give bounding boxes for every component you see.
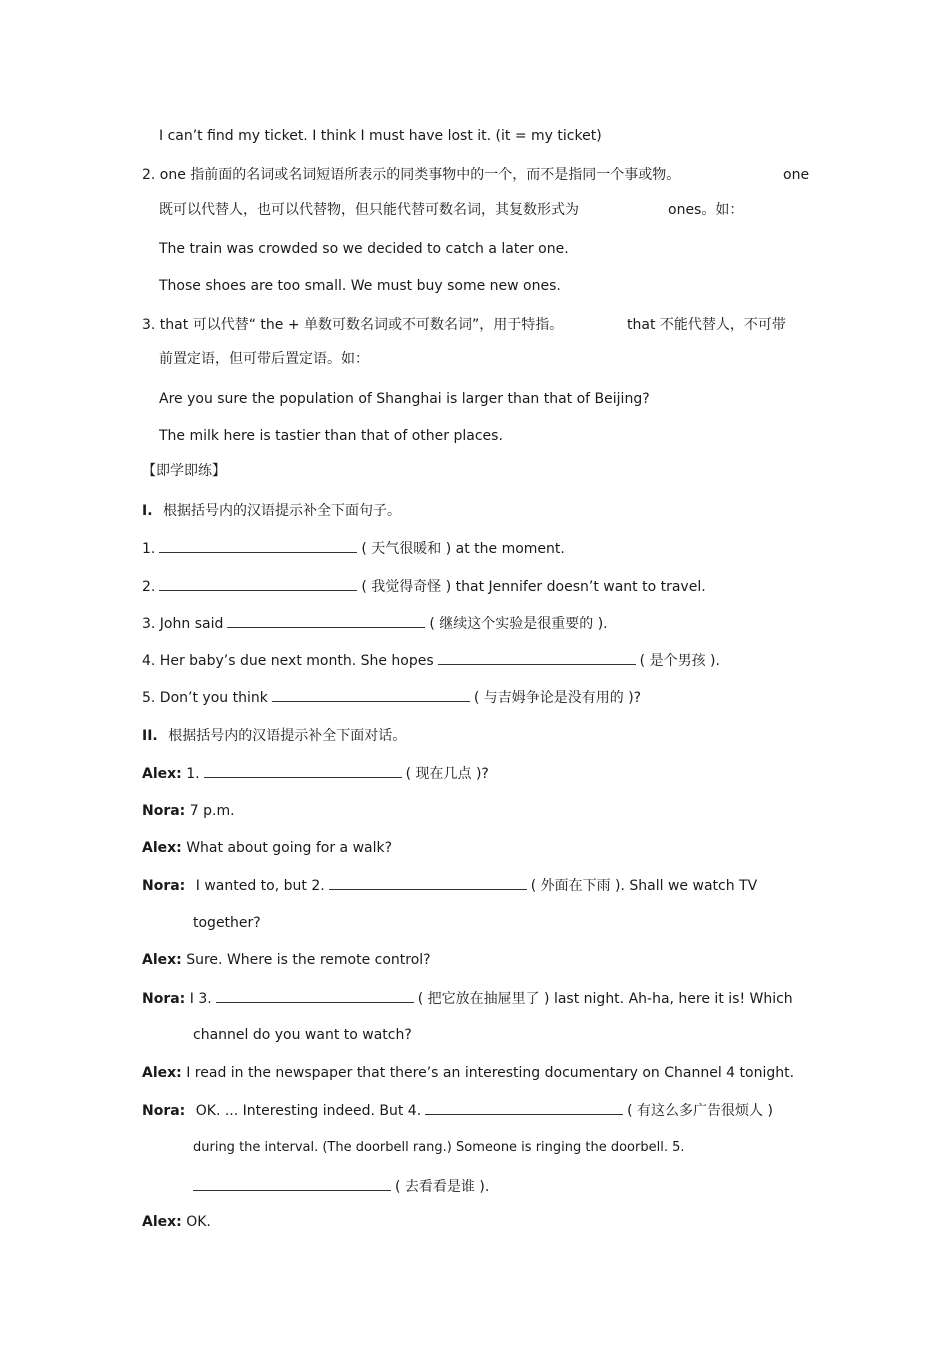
speaker-alex: Alex: bbox=[142, 1214, 182, 1230]
speaker-nora: Nora: bbox=[142, 1103, 186, 1119]
rule-3-line-2: 前置定语，但可带后置定语。如： bbox=[159, 351, 369, 367]
speaker-alex: Alex: bbox=[142, 1065, 182, 1081]
answer-blank[interactable] bbox=[159, 576, 357, 591]
example-line: The milk here is tastier than that of other places. bbox=[159, 428, 503, 444]
answer-blank[interactable] bbox=[216, 988, 414, 1003]
rule-2-line-2-end: ones。如： bbox=[668, 202, 744, 218]
dialogue-line-1: Alex: 1. ( 现在几点 )? bbox=[142, 763, 489, 784]
dialogue-line-4: Nora: I wanted to, but 2. ( 外面在下雨 ). Shall we watch TV bbox=[142, 875, 757, 896]
example-line: The train was crowded so we decided to catch a later one. bbox=[159, 241, 569, 257]
exercise-1-number: I. bbox=[142, 503, 153, 519]
answer-blank[interactable] bbox=[159, 538, 357, 553]
question-1: 1. ( 天气很暖和 ) at the moment. bbox=[142, 538, 565, 559]
dialogue-line-9: Alex: OK. bbox=[142, 1214, 211, 1230]
question-5: 5. Don’t you think ( 与吉姆争论是没有用的 )? bbox=[142, 687, 641, 708]
dialogue-line-6-cont: channel do you want to watch? bbox=[193, 1027, 412, 1043]
exercise-2-heading bbox=[142, 726, 406, 746]
dialogue-line-4-cont: together? bbox=[193, 915, 261, 931]
example-line: Those shoes are too small. We must buy some new ones. bbox=[159, 278, 561, 294]
speaker-alex: Alex: bbox=[142, 952, 182, 968]
rule-2-line-2: 既可以代替人，也可以代替物，但只能代替可数名词，其复数形式为 bbox=[159, 202, 579, 218]
dialogue-line-8-cont-2: ( 去看看是谁 ). bbox=[189, 1176, 489, 1197]
speaker-nora: Nora: bbox=[142, 878, 186, 894]
speaker-nora: Nora: bbox=[142, 803, 186, 819]
exercise-1-instruction: 根据括号内的汉语提示补全下面句子。 bbox=[162, 503, 401, 519]
dialogue-line-3: Alex: What about going for a walk? bbox=[142, 840, 393, 856]
answer-blank[interactable] bbox=[438, 650, 636, 665]
section-heading: 【即学即练】 bbox=[142, 463, 226, 479]
answer-blank[interactable] bbox=[425, 1100, 623, 1115]
example-line: Are you sure the population of Shanghai is larger than that of Beijing? bbox=[159, 391, 650, 407]
exercise-2-instruction: 根据括号内的汉语提示补全下面对话。 bbox=[168, 728, 407, 744]
exercise-2-number: II. bbox=[142, 728, 158, 744]
dialogue-line-2: Nora: 7 p.m. bbox=[142, 803, 235, 819]
dialogue-line-8: Nora: OK. ... Interesting indeed. But 4. ( 有这么多广告很烦人 ) bbox=[142, 1100, 773, 1121]
answer-blank[interactable] bbox=[329, 875, 527, 890]
rule-3-line-1-end: that 不能代替人，不可带 bbox=[627, 317, 786, 333]
question-3: 3. John said ( 继续这个实验是很重要的 ). bbox=[142, 613, 608, 634]
rule-2-line-1: 2. one 指前面的名词或名词短语所表示的同类事物中的一个，而不是指同一个事或物。 bbox=[142, 167, 681, 183]
answer-blank[interactable] bbox=[193, 1176, 391, 1191]
example-line: I can’t find my ticket. I think I must have lost it. (it = my ticket) bbox=[159, 128, 602, 144]
rule-2-line-1-end: one bbox=[783, 167, 810, 183]
dialogue-line-6: Nora: I 3. ( 把它放在抽屉里了 ) last night. Ah-ha, here it is! Which bbox=[142, 988, 793, 1009]
speaker-alex: Alex: bbox=[142, 840, 182, 856]
speaker-nora: Nora: bbox=[142, 991, 186, 1007]
speaker-alex: Alex: bbox=[142, 766, 182, 782]
answer-blank[interactable] bbox=[204, 763, 402, 778]
question-4: 4. Her baby’s due next month. She hopes ( 是个男孩 ). bbox=[142, 650, 720, 671]
question-2: 2. ( 我觉得奇怪 ) that Jennifer doesn’t want to travel. bbox=[142, 576, 706, 597]
answer-blank[interactable] bbox=[227, 613, 425, 628]
dialogue-line-8-cont: during the interval. (The doorbell rang.) Someone is ringing the doorbell. 5. bbox=[193, 1140, 685, 1155]
dialogue-line-5: Alex: Sure. Where is the remote control? bbox=[142, 952, 431, 968]
exercise-1-heading bbox=[142, 501, 401, 521]
rule-3-line-1: 3. that 可以代替“ the + 单数可数名词或不可数名词”，用于特指。 bbox=[142, 317, 564, 333]
dialogue-line-7: Alex: I read in the newspaper that there’s an interesting documentary on Channel 4 tonight. bbox=[142, 1065, 795, 1081]
answer-blank[interactable] bbox=[272, 687, 470, 702]
